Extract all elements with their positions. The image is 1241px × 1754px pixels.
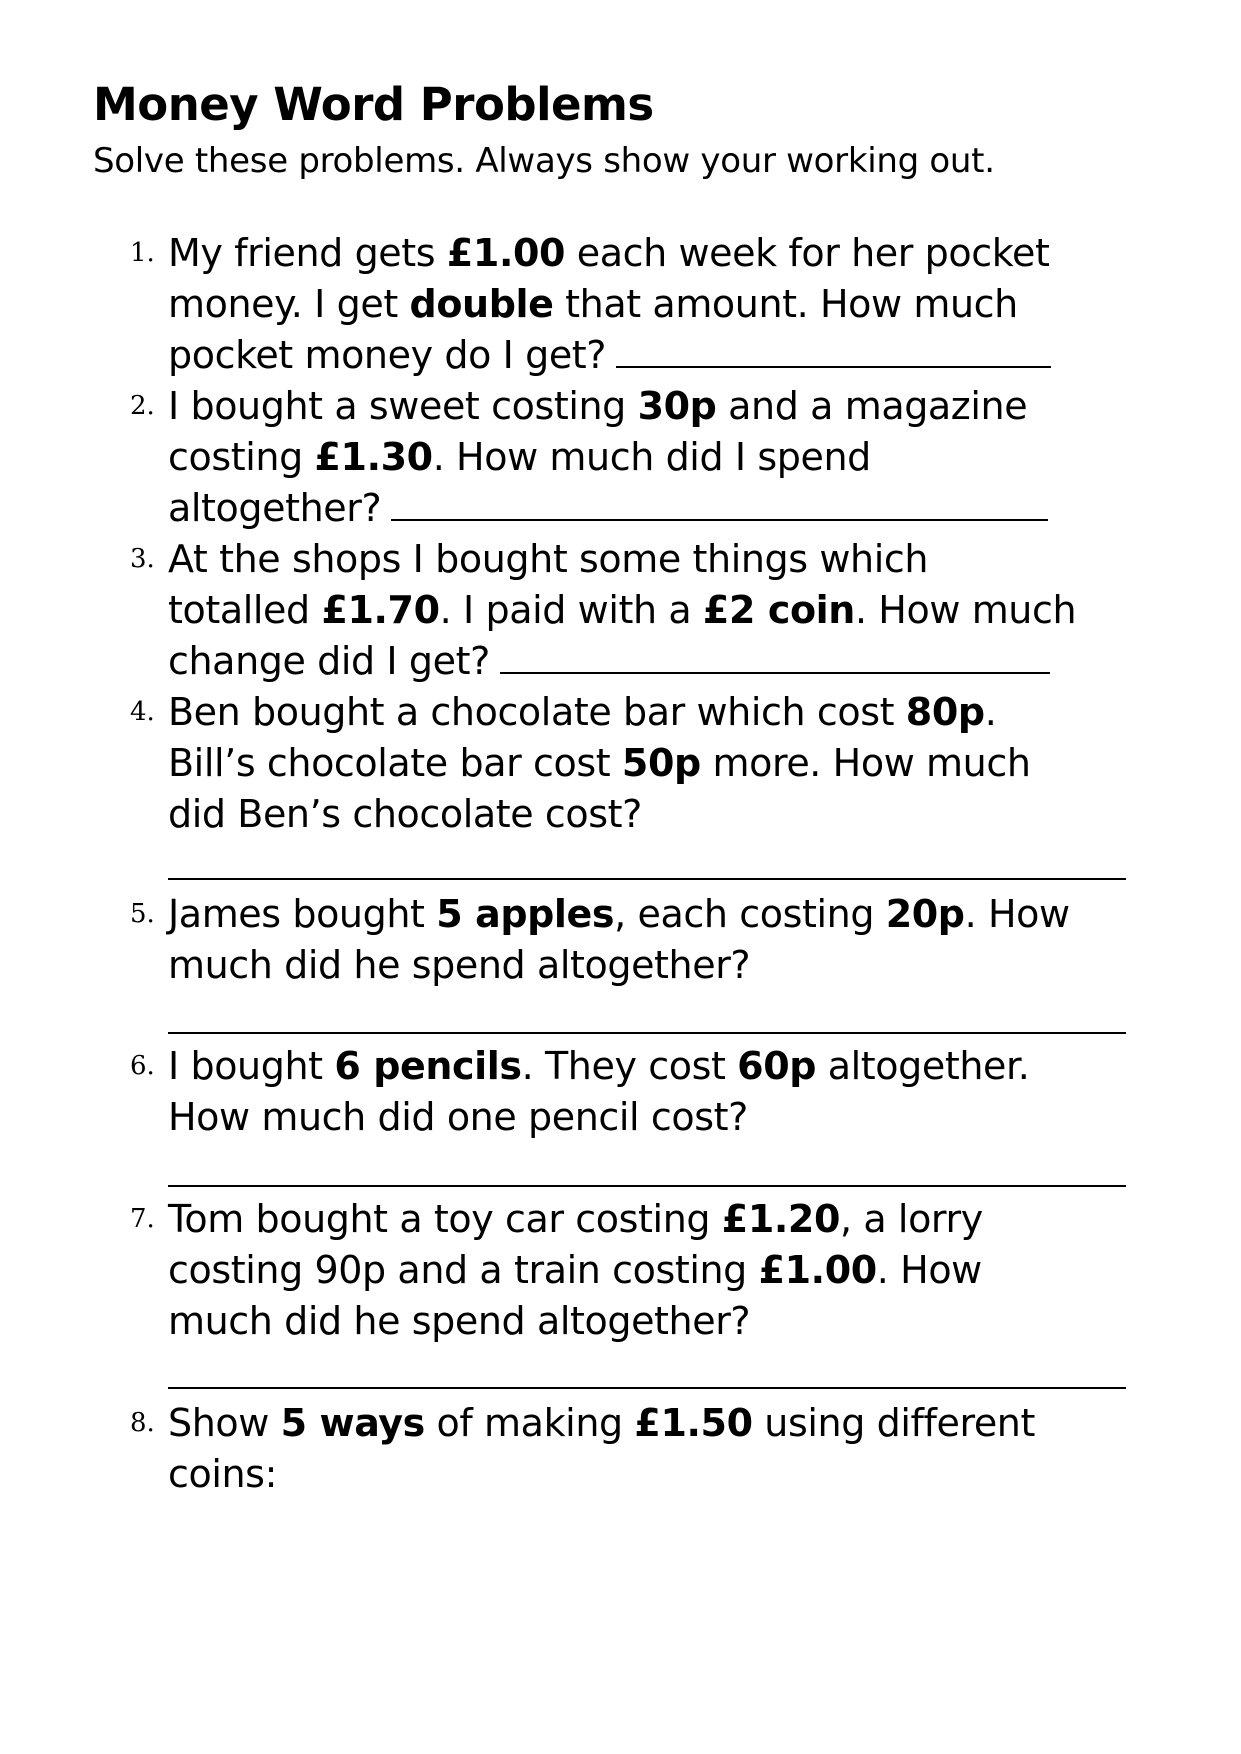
text-run: Tom bought a toy car costing	[168, 1197, 722, 1241]
problem-line	[168, 330, 1128, 381]
text-run: Bill’s chocolate bar cost	[168, 741, 622, 785]
text-run: coins:	[168, 1452, 277, 1496]
bold-value: £1.00	[758, 1248, 877, 1292]
text-run: , a lorry	[839, 1197, 983, 1241]
bold-value: 50p	[621, 741, 701, 785]
problem-text	[168, 687, 1128, 840]
bold-value: 80p	[905, 690, 985, 734]
text-run: At the shops I bought some things which	[168, 537, 929, 581]
bold-value: 30p	[637, 384, 717, 428]
text-run: , each costing	[614, 892, 886, 936]
text-run: money. I get	[168, 282, 410, 326]
bold-value: £2 coin	[702, 588, 855, 632]
problem-line	[168, 1398, 1128, 1449]
problem-line	[168, 228, 1128, 279]
problem-line	[168, 636, 1128, 687]
bold-value: 5 ways	[280, 1401, 425, 1445]
problem-number: 5.	[130, 899, 155, 929]
text-run: much did he spend altogether?	[168, 1299, 751, 1343]
problem-number: 3.	[130, 544, 155, 574]
text-run: using different	[752, 1401, 1035, 1445]
bold-value: 5 apples	[436, 892, 615, 936]
text-run: of making	[424, 1401, 635, 1445]
text-run: altogether.	[816, 1044, 1030, 1088]
answer-blank[interactable]	[500, 671, 1050, 674]
text-run: . I paid with a	[439, 588, 703, 632]
problem-text	[168, 1194, 1128, 1347]
problem-number: 1.	[130, 238, 155, 268]
problem-line	[168, 1245, 1128, 1296]
problem-number: 7.	[130, 1204, 155, 1234]
problem-line	[168, 1296, 1128, 1347]
text-run: Show	[168, 1401, 281, 1445]
text-run: . How	[964, 892, 1070, 936]
problem-line	[168, 432, 1128, 483]
problem-number: 2.	[130, 391, 155, 421]
problem-text	[168, 1398, 1128, 1500]
text-run: Ben bought a chocolate bar which cost	[168, 690, 906, 734]
answer-line[interactable]	[168, 1185, 1126, 1187]
problem-line	[168, 687, 1128, 738]
problem-text	[168, 1041, 1128, 1143]
text-run: totalled	[168, 588, 322, 632]
text-run: and a magazine	[716, 384, 1028, 428]
text-run: pocket money do I get?	[168, 333, 607, 377]
problem-text	[168, 889, 1128, 991]
bold-value: £1.30	[314, 435, 433, 479]
text-run: How much did one pencil cost?	[168, 1095, 748, 1139]
problem-line	[168, 789, 1128, 840]
problem-number: 4.	[130, 697, 155, 727]
page-title: Money Word Problems	[93, 78, 654, 131]
instructions: Solve these problems. Always show your working out.	[93, 141, 995, 181]
problem-line	[168, 940, 1128, 991]
problem-line	[168, 1041, 1128, 1092]
text-run: James bought	[168, 892, 437, 936]
problem-number: 8.	[130, 1408, 155, 1438]
problem-line	[168, 585, 1128, 636]
bold-value: £1.20	[721, 1197, 840, 1241]
bold-value: 20p	[885, 892, 965, 936]
text-run: I bought a sweet costing	[168, 384, 638, 428]
answer-line[interactable]	[168, 878, 1126, 880]
problem-line	[168, 1449, 1128, 1500]
text-run: that amount. How much	[553, 282, 1018, 326]
problem-line	[168, 483, 1128, 534]
bold-value: £1.70	[321, 588, 440, 632]
bold-value: double	[409, 282, 554, 326]
text-run: each week for her pocket	[565, 231, 1050, 275]
problem-line	[168, 1194, 1128, 1245]
text-run: change did I get?	[168, 639, 490, 683]
answer-line[interactable]	[168, 1387, 1126, 1389]
bold-value: £1.00	[446, 231, 566, 275]
problem-number: 6.	[130, 1051, 155, 1081]
problem-text	[168, 381, 1128, 534]
text-run: .	[984, 690, 997, 734]
problem-line	[168, 279, 1128, 330]
text-run: My friend gets	[168, 231, 447, 275]
problem-line	[168, 1092, 1128, 1143]
text-run: more. How much	[700, 741, 1031, 785]
answer-blank[interactable]	[616, 365, 1051, 368]
text-run: . How	[876, 1248, 982, 1292]
bold-value: 60p	[737, 1044, 817, 1088]
text-run: did Ben’s chocolate cost?	[168, 792, 642, 836]
problem-text	[168, 534, 1128, 687]
text-run: much did he spend altogether?	[168, 943, 751, 987]
problem-line	[168, 381, 1128, 432]
problem-line	[168, 738, 1128, 789]
text-run: altogether?	[168, 486, 382, 530]
problem-text	[168, 228, 1128, 381]
text-run: . How much did I spend	[432, 435, 871, 479]
text-run: costing	[168, 435, 315, 479]
text-run: . They cost	[521, 1044, 738, 1088]
text-run: costing 90p and a train costing	[168, 1248, 759, 1292]
bold-value: £1.50	[634, 1401, 753, 1445]
problem-line	[168, 889, 1128, 940]
problem-line	[168, 534, 1128, 585]
answer-blank[interactable]	[391, 518, 1048, 521]
bold-value: 6 pencils	[334, 1044, 522, 1088]
answer-line[interactable]	[168, 1032, 1126, 1034]
text-run: . How much	[854, 588, 1077, 632]
text-run: I bought	[168, 1044, 335, 1088]
